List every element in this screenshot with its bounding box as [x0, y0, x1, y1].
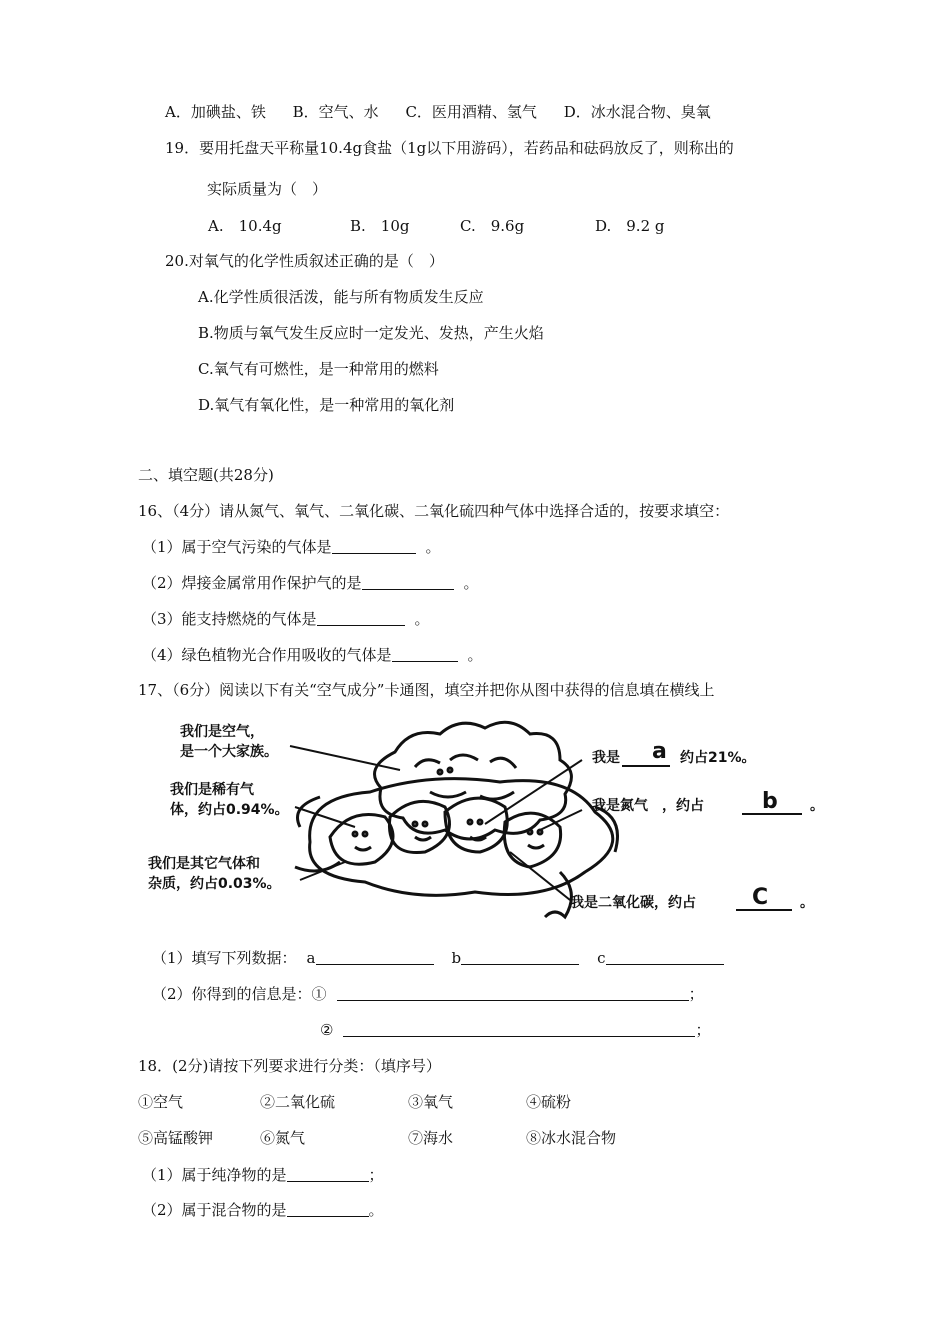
- item-1: ①空气: [138, 1093, 184, 1111]
- q20-option-a: A.化学性质很活泼，能与所有物质发生反应: [198, 288, 484, 306]
- handwritten-b: b: [762, 789, 778, 814]
- q19-stem: 19．要用托盘天平称量10.4g食盐（1g以下用游码），若药品和砝码放反了，则称出的: [165, 139, 734, 157]
- item-7: ⑦海水: [408, 1129, 454, 1147]
- q18-items-row2: [138, 1128, 616, 1148]
- answer-blank-info-2[interactable]: [343, 1021, 695, 1037]
- q20-option-c: C.氧气有可燃性，是一种常用的燃料: [198, 360, 439, 378]
- q18-part1: [142, 1165, 384, 1185]
- period: 。: [467, 646, 483, 664]
- period: 。: [414, 610, 430, 628]
- q17-part2-text: （2）你得到的信息是：: [152, 985, 312, 1003]
- q20-option-d: D.氧气有氧化性，是一种常用的氧化剂: [198, 396, 455, 414]
- q16-part2-text: （2）焊接金属常用作保护气的是: [142, 574, 362, 592]
- q19-stem2: 实际质量为（ ）: [207, 180, 328, 198]
- label-nitrogen-prefix: 我是氮气 ，约占: [592, 798, 704, 814]
- q18-part2: [142, 1200, 384, 1220]
- answer-blank[interactable]: [392, 646, 458, 662]
- answer-blank[interactable]: [332, 538, 416, 554]
- q18-items-row1: [138, 1092, 571, 1112]
- info-number-2: ②: [320, 1021, 334, 1039]
- q16-part3: [142, 609, 430, 629]
- q17-part2: [152, 984, 704, 1004]
- q16-part4-text: （4）绿色植物光合作用吸收的气体是: [142, 646, 392, 664]
- option-row: [165, 102, 711, 122]
- handwritten-a: a: [652, 739, 667, 764]
- q16-stem: 16、（4分）请从氮气、氧气、二氧化碳、二氧化硫四种气体中选择合适的，按要求填空：: [138, 502, 730, 520]
- answer-blank-b[interactable]: [461, 949, 579, 965]
- item-2: ②二氧化硫: [260, 1093, 336, 1111]
- q17-part2-line2: [320, 1020, 710, 1040]
- air-composition-cartoon: [140, 712, 826, 932]
- label-b: b: [451, 949, 462, 967]
- answer-blank[interactable]: [317, 610, 405, 626]
- handwritten-c: C: [752, 885, 769, 910]
- label-nitrogen-suffix: 。: [810, 798, 824, 814]
- cartoon-label-rare-1: 我们是稀有气: [170, 782, 254, 798]
- option-b: B．空气、水: [292, 103, 379, 121]
- item-6: ⑥氮气: [260, 1129, 306, 1147]
- item-4: ④硫粉: [526, 1093, 572, 1111]
- cartoon-drawing: [295, 722, 618, 917]
- period: 。: [463, 574, 479, 592]
- cartoon-label-oxygen: [592, 749, 620, 766]
- q17-stem: 17、（6分）阅读以下有关“空气成分”卡通图，填空并把你从图中获得的信息填在横线上: [138, 681, 715, 699]
- label-c: c: [597, 949, 606, 967]
- cartoon-label-rare-2: 体，约占0.94%。: [170, 802, 289, 818]
- label-oxygen-suffix: 约占21%。: [680, 750, 756, 766]
- period: 。: [368, 1201, 384, 1219]
- label-oxygen-prefix: 我是: [592, 750, 620, 766]
- q16-part1: [142, 537, 441, 557]
- semicolon: ；: [368, 1166, 384, 1184]
- q18-part1-text: （1）属于纯净物的是: [142, 1166, 287, 1184]
- answer-blank[interactable]: [362, 574, 454, 590]
- item-3: ③氧气: [408, 1093, 454, 1111]
- q17-part1: [152, 948, 724, 968]
- q18-stem: 18．(2分)请按下列要求进行分类：（填序号）: [138, 1057, 441, 1075]
- option-d: D．冰水混合物、臭氧: [563, 103, 711, 121]
- q19-option-d: D. 9.2 g: [595, 217, 665, 235]
- label-a: a: [306, 949, 316, 967]
- section-heading: 二、填空题(共28分): [138, 466, 274, 484]
- item-5: ⑤高锰酸钾: [138, 1129, 214, 1147]
- answer-blank[interactable]: [287, 1166, 369, 1182]
- cartoon-label-air-1: 我们是空气，: [180, 724, 264, 740]
- option-c: C．医用酒精、氢气: [405, 103, 537, 121]
- semicolon: ；: [688, 985, 704, 1003]
- label-co2-suffix: 。: [800, 895, 814, 911]
- q18-part2-text: （2）属于混合物的是: [142, 1201, 287, 1219]
- q19-option-b: B. 10g: [350, 217, 410, 235]
- q16-part3-text: （3）能支持燃烧的气体是: [142, 610, 317, 628]
- cartoon-label-other-2: 杂质，约占0.03%。: [148, 876, 281, 892]
- info-number-1: ①: [311, 985, 327, 1003]
- q16-part2: [142, 573, 479, 593]
- q19-option-c: C. 9.6g: [460, 217, 525, 235]
- semicolon: ；: [695, 1021, 711, 1039]
- item-8: ⑧冰水混合物: [526, 1129, 617, 1147]
- q20-option-b: B.物质与氧气发生反应时一定发光、发热，产生火焰: [198, 324, 544, 342]
- q19-options: [208, 216, 665, 236]
- answer-blank[interactable]: [287, 1201, 369, 1217]
- answer-blank-a[interactable]: [316, 949, 434, 965]
- answer-blank-c[interactable]: [606, 949, 724, 965]
- period: 。: [425, 538, 441, 556]
- option-a: A．加碘盐、铁: [165, 103, 266, 121]
- label-co2-prefix: 我是二氧化碳，约占: [570, 895, 696, 911]
- answer-blank-info-1[interactable]: [337, 985, 689, 1001]
- q19-option-a: A. 10.4g: [208, 217, 282, 235]
- q17-part1-text: （1）填写下列数据：: [152, 949, 297, 967]
- q16-part1-text: （1）属于空气污染的气体是: [142, 538, 332, 556]
- q16-part4: [142, 645, 483, 665]
- q20-stem: 20.对氧气的化学性质叙述正确的是（ ）: [165, 252, 444, 270]
- cartoon-label-air-2: 是一个大家族。: [180, 744, 278, 760]
- cartoon-label-other-1: 我们是其它气体和: [148, 856, 260, 872]
